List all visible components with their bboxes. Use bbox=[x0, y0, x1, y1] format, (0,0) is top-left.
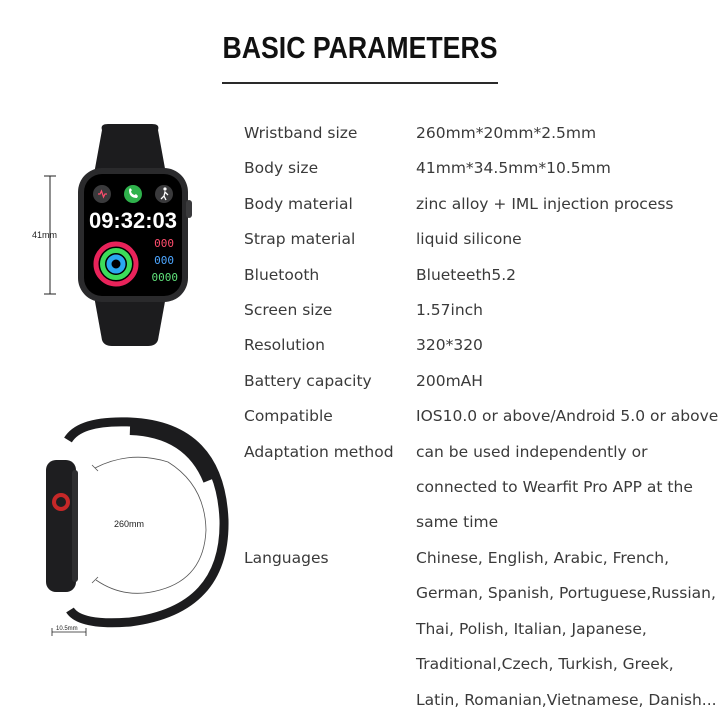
crown-button bbox=[186, 200, 192, 218]
spec-value bbox=[416, 116, 720, 151]
spec-value bbox=[416, 187, 720, 222]
spec-row bbox=[244, 435, 720, 541]
spec-value-line: Chinese, English, Arabic, French, bbox=[416, 548, 670, 567]
spec-label: Bluetooth bbox=[244, 265, 320, 284]
lower-strap bbox=[94, 296, 166, 346]
phone-icon bbox=[124, 185, 142, 203]
spec-value bbox=[416, 399, 720, 434]
spec-value-line: liquid silicone bbox=[416, 230, 522, 249]
spec-label: Languages bbox=[244, 548, 329, 567]
spec-label: Body size bbox=[244, 159, 319, 178]
spec-row bbox=[244, 222, 720, 257]
spec-row bbox=[244, 328, 720, 363]
stat-value: 0000 bbox=[151, 271, 178, 284]
spec-row bbox=[244, 258, 720, 293]
spec-value bbox=[416, 151, 720, 186]
spec-label: Strap material bbox=[244, 230, 356, 249]
spec-row bbox=[244, 541, 720, 718]
spec-value-line: 260mm*20mm*2.5mm bbox=[416, 124, 597, 142]
spec-value-line: connected to Wearfit Pro APP at the bbox=[416, 478, 693, 497]
spec-label: Screen size bbox=[244, 301, 333, 320]
spec-value-line: Traditional,Czech, Turkish, Greek, bbox=[416, 655, 674, 674]
spec-value-line: Blueteeth5.2 bbox=[416, 265, 517, 284]
spec-value-line: same time bbox=[416, 513, 499, 532]
spec-row bbox=[244, 116, 720, 151]
spec-value bbox=[416, 222, 720, 257]
spec-value bbox=[416, 258, 720, 293]
watch-front-illustration bbox=[28, 124, 208, 348]
page-title: BASIC PARAMETERS bbox=[222, 30, 498, 65]
spec-label: Compatible bbox=[244, 407, 333, 426]
spec-row bbox=[244, 187, 720, 222]
spec-table bbox=[244, 116, 720, 718]
spec-value bbox=[416, 435, 720, 541]
spec-label: Body material bbox=[244, 194, 353, 213]
stat-value: 000 bbox=[154, 237, 174, 250]
spec-value bbox=[416, 293, 720, 328]
spec-value-line: Thai, Polish, Italian, Japanese, bbox=[416, 619, 647, 638]
spec-value bbox=[416, 541, 720, 718]
thickness-label: 10.5mm bbox=[56, 626, 78, 632]
spec-value-line: Latin, Romanian,Vietnamese, Danish... bbox=[416, 690, 717, 709]
stat-value: 000 bbox=[154, 254, 174, 267]
spec-value-line: zinc alloy + IML injection process bbox=[416, 194, 674, 213]
spec-value-line: 320*320 bbox=[416, 336, 483, 355]
spec-value-line: can be used independently or bbox=[416, 442, 648, 461]
spec-row bbox=[244, 151, 720, 186]
spec-value-line: IOS10.0 or above/Android 5.0 or above bbox=[416, 407, 719, 426]
watch-side-illustration bbox=[20, 410, 240, 640]
spec-value-line: 1.57inch bbox=[416, 301, 483, 320]
spec-value-line: German, Spanish, Portuguese,Russian, bbox=[416, 584, 716, 603]
spec-value bbox=[416, 328, 720, 363]
watch-body-side bbox=[46, 460, 76, 592]
spec-value-line: 200mAH bbox=[416, 371, 483, 390]
spec-value-line: 41mm*34.5mm*10.5mm bbox=[416, 159, 611, 178]
spec-row bbox=[244, 364, 720, 399]
band-length-label: 260mm bbox=[114, 519, 145, 529]
title-underline bbox=[222, 82, 498, 84]
band-dimension-arc bbox=[95, 457, 206, 593]
height-label: 41mm bbox=[32, 230, 58, 240]
spec-label: Resolution bbox=[244, 336, 325, 355]
spec-value bbox=[416, 364, 720, 399]
watch-time: 09:32:03 bbox=[88, 208, 178, 233]
spec-label: Battery capacity bbox=[244, 371, 372, 390]
spec-label: Adaptation method bbox=[244, 442, 394, 461]
spec-row bbox=[244, 399, 720, 434]
upper-strap bbox=[94, 124, 166, 174]
spec-row bbox=[244, 293, 720, 328]
spec-label: Wristband size bbox=[244, 124, 358, 142]
